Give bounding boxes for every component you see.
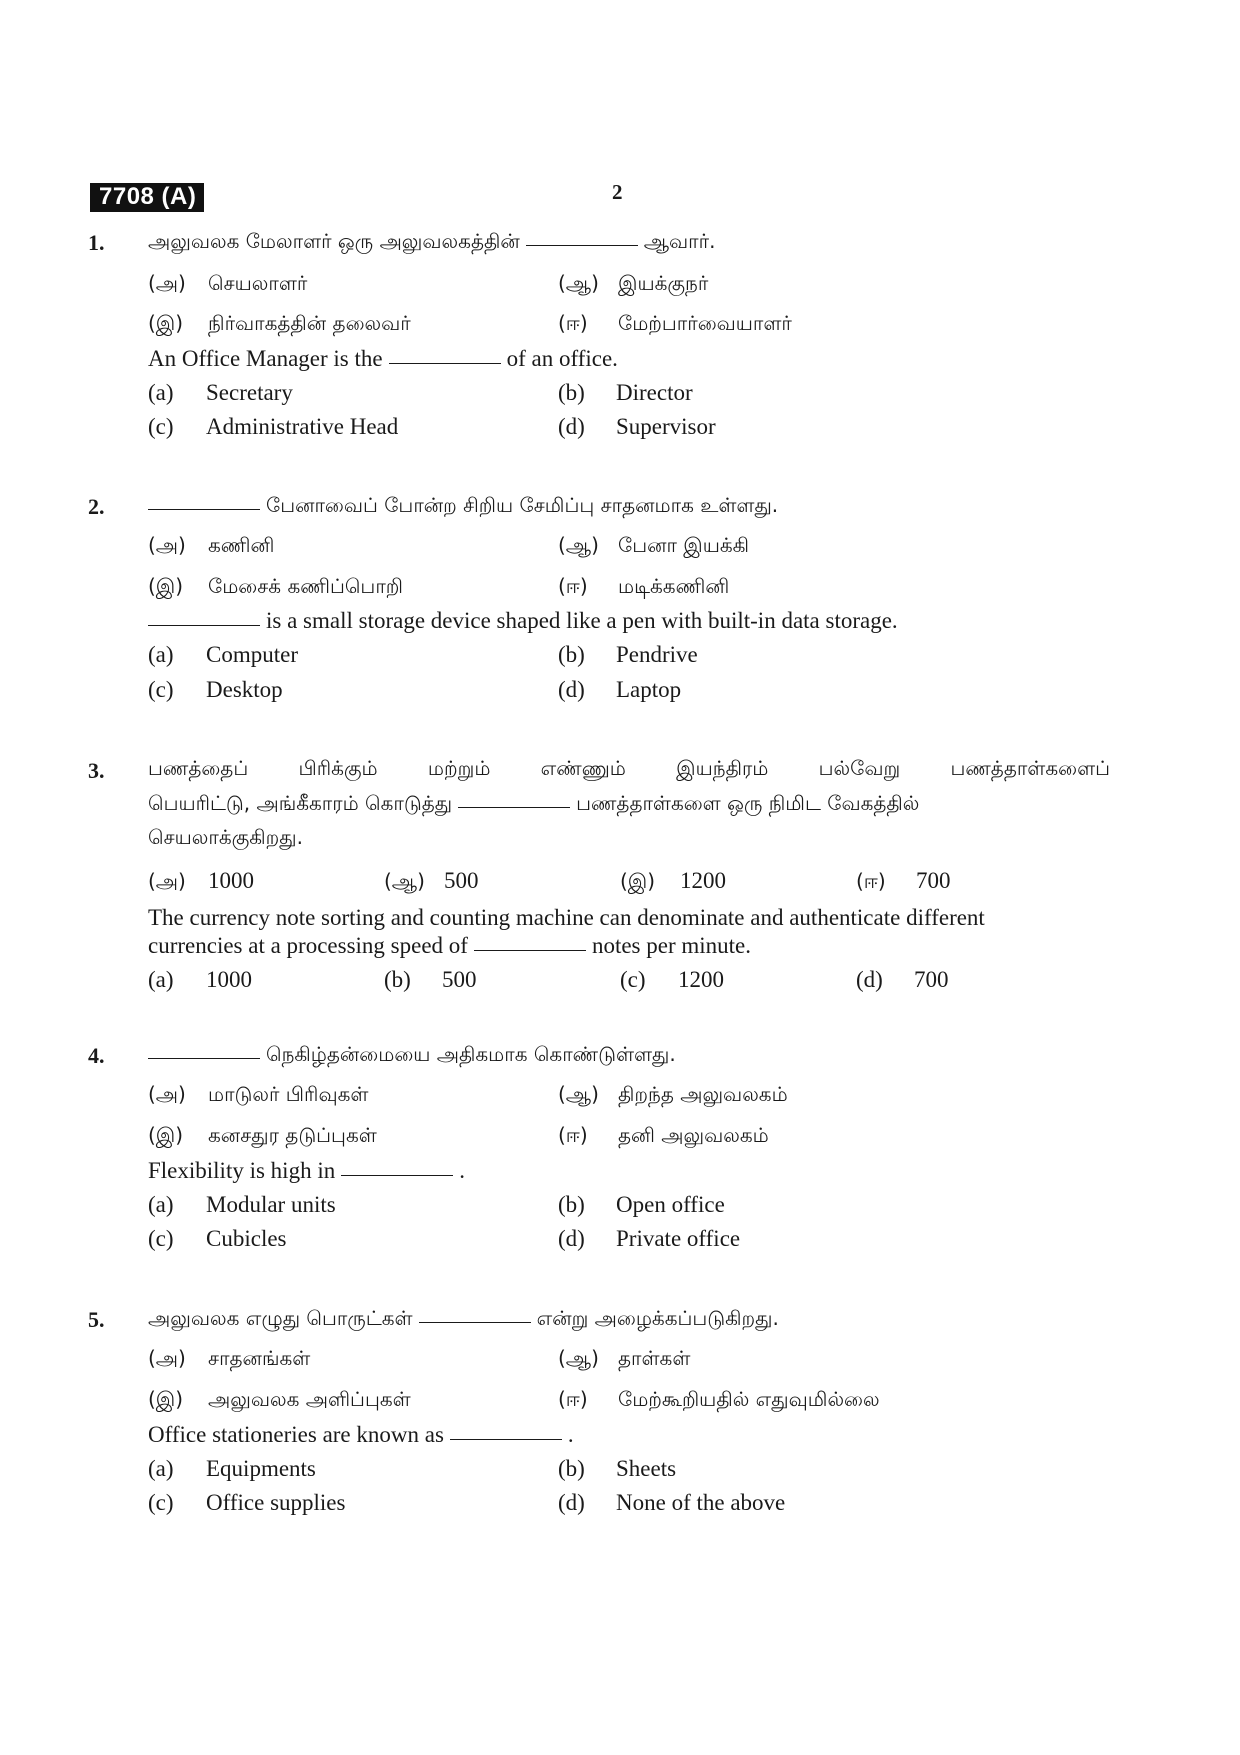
tamil-option-c: (இ) நிர்வாகத்தின் தலைவர் [148, 311, 411, 335]
english-stem: Flexibility is high in . [148, 1158, 465, 1183]
tamil-option-a: (அ) 1000 [148, 868, 254, 893]
tamil-stem: நெகிழ்தன்மையை அதிகமாக கொண்டுள்ளது. [142, 1041, 676, 1069]
question-number: 2. [88, 494, 105, 519]
tamil-option-d: (ஈ) தனி அலுவலகம் [558, 1123, 769, 1147]
english-option-d: (d) Supervisor [558, 414, 716, 439]
english-option-c: (c) Desktop [148, 677, 283, 702]
tamil-stem-line-1: பணத்தைப் பிரிக்கும் மற்றும் எண்ணும் இயந்திரம் பல்வேறு பணத்தாள்களைப் [148, 756, 1110, 780]
english-option-a: (a) 1000 [148, 967, 252, 992]
question-number: 4. [88, 1043, 105, 1068]
tamil-stem: அலுவலக மேலாளர் ஒரு அலுவலகத்தின் ஆவார். [148, 229, 716, 253]
english-option-c: (c) Office supplies [148, 1490, 346, 1515]
english-option-d: (d) 700 [856, 967, 949, 992]
english-stem-line-2: currencies at a processing speed of notes per minute. [148, 933, 751, 958]
tamil-option-b: (ஆ) பேனா இயக்கி [558, 533, 750, 557]
english-option-a: (a) Modular units [148, 1192, 336, 1217]
tamil-option-d: (ஈ) மடிக்கணினி [558, 574, 730, 598]
tamil-option-a: (அ) செயலாளர் [148, 271, 308, 295]
english-option-b: (b) Director [558, 380, 693, 405]
english-stem-line-1: The currency note sorting and counting machine can denominate and authenticate different [148, 905, 985, 930]
english-stem: An Office Manager is the of an office. [148, 346, 618, 371]
tamil-option-a: (அ) கணினி [148, 533, 275, 557]
english-option-b: (b) Open office [558, 1192, 725, 1217]
tamil-option-b: (ஆ) தாள்கள் [558, 1346, 691, 1370]
english-option-b: (b) 500 [384, 967, 477, 992]
question-number: 1. [88, 230, 105, 255]
english-option-b: (b) Pendrive [558, 642, 698, 667]
tamil-stem: அலுவலக எழுது பொருட்கள் என்று அழைக்கப்படுகிறது. [148, 1306, 779, 1330]
english-option-a: (a) Equipments [148, 1456, 316, 1481]
english-option-c: (c) 1200 [620, 967, 724, 992]
tamil-option-a: (அ) சாதனங்கள் [148, 1346, 311, 1370]
tamil-option-c: (இ) 1200 [620, 868, 726, 893]
tamil-option-d: (ஈ) மேற்கூறியதில் எதுவுமில்லை [558, 1387, 880, 1411]
tamil-option-b: (ஆ) 500 [384, 868, 479, 893]
paper-code-badge: 7708 (A) [90, 183, 204, 212]
tamil-stem-line-3: செயலாக்குகிறது. [148, 825, 303, 849]
question-number: 5. [88, 1307, 105, 1332]
english-option-b: (b) Sheets [558, 1456, 677, 1481]
tamil-option-d: (ஈ) மேற்பார்வையாளர் [558, 311, 792, 335]
tamil-option-d: (ஈ) 700 [856, 868, 951, 893]
tamil-stem-line-2: பெயரிட்டு, அங்கீகாரம் கொடுத்து பணத்தாள்களை ஒரு நிமிட வேகத்தில் [148, 791, 920, 815]
tamil-option-b: (ஆ) இயக்குநர் [558, 271, 709, 295]
tamil-option-b: (ஆ) திறந்த அலுவலகம் [558, 1082, 788, 1106]
question-number: 3. [88, 758, 105, 783]
tamil-stem: பேனாவைப் போன்ற சிறிய சேமிப்பு சாதனமாக உள்ளது. [142, 492, 778, 520]
english-option-d: (d) Private office [558, 1226, 741, 1251]
english-stem: is a small storage device shaped like a pen with built-in data storage. [142, 608, 898, 634]
english-option-c: (c) Cubicles [148, 1226, 287, 1251]
tamil-option-c: (இ) கனசதுர தடுப்புகள் [148, 1123, 377, 1147]
english-option-a: (a) Computer [148, 642, 298, 667]
english-option-c: (c) Administrative Head [148, 414, 399, 439]
tamil-option-c: (இ) அலுவலக அளிப்புகள் [148, 1387, 411, 1411]
tamil-option-a: (அ) மாடுலர் பிரிவுகள் [148, 1082, 369, 1106]
english-stem: Office stationeries are known as . [148, 1422, 574, 1447]
english-option-a: (a) Secretary [148, 380, 293, 405]
english-option-d: (d) None of the above [558, 1490, 786, 1515]
tamil-option-c: (இ) மேசைக் கணிப்பொறி [148, 574, 403, 598]
english-option-d: (d) Laptop [558, 677, 682, 702]
page-number: 2 [612, 180, 623, 204]
